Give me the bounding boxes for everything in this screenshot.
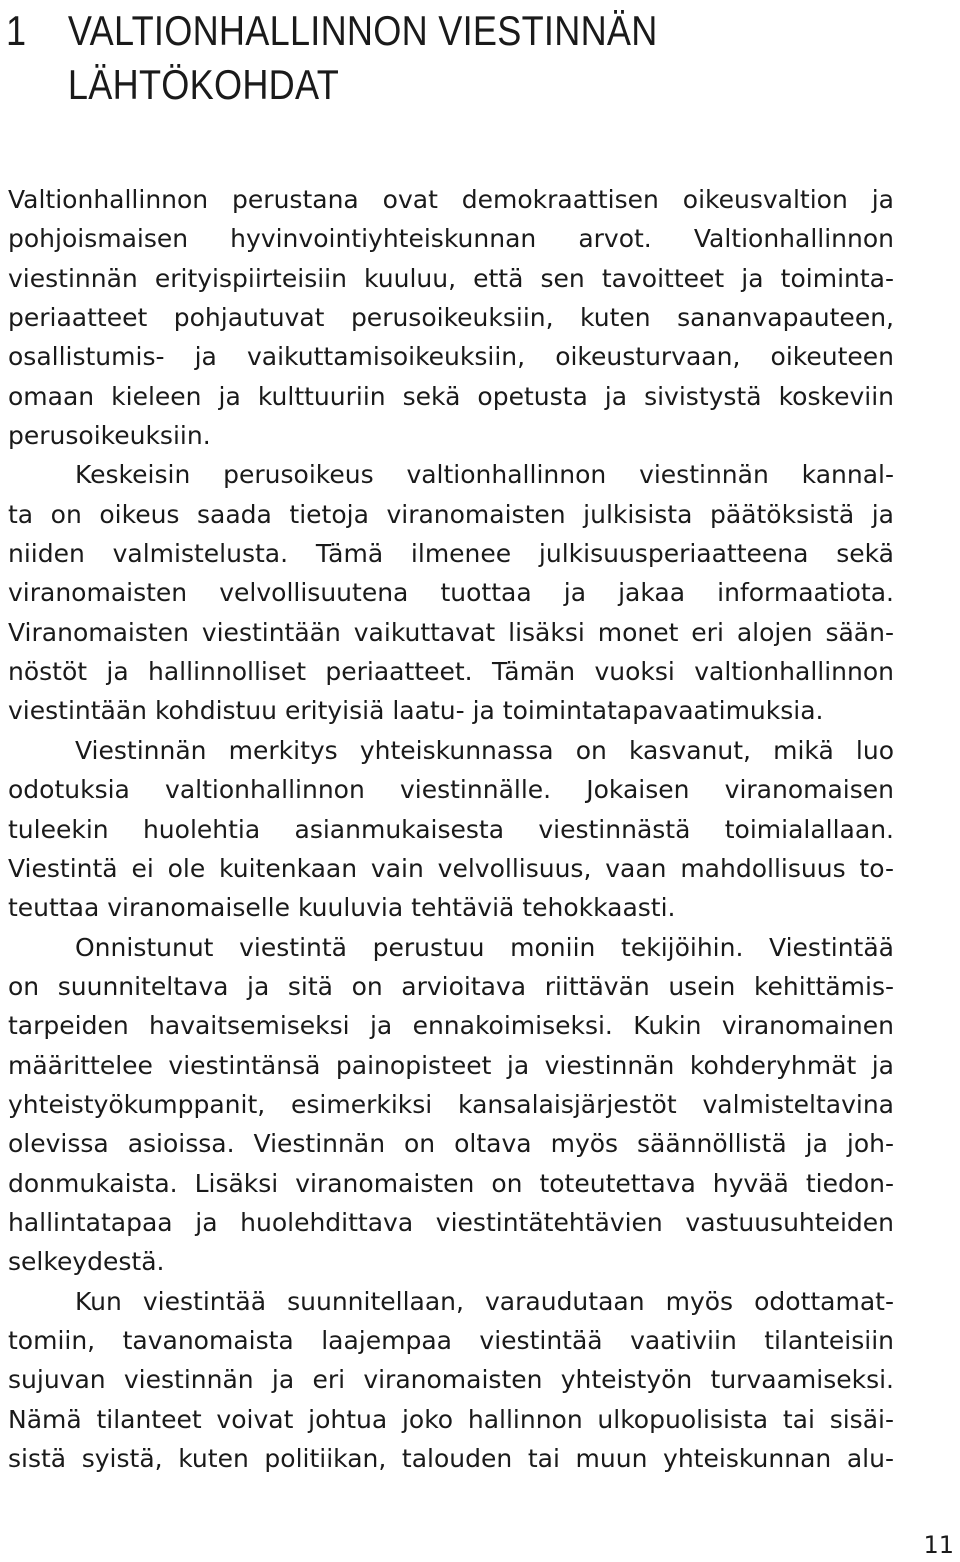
text-line: tomiin, tavanomaista laajempaa viestintää vaativiin tilanteisiin — [8, 1325, 894, 1355]
body-text — [8, 180, 894, 1478]
text-line: Onnistunut viestintä perustuu moniin tekijöihin. Viestintää — [75, 932, 894, 962]
text-line: selkeydestä. — [8, 1247, 165, 1277]
text-line: donmukaista. Lisäksi viranomaisten on toteutettava hyvää tiedon- — [8, 1168, 894, 1198]
text-line: on suunniteltava ja sitä on arvioitava riittävän usein kehittämis- — [8, 971, 894, 1001]
text-line: niiden valmistelusta. Tämä ilmenee julkisuusperiaatteena sekä — [8, 539, 894, 569]
text-line: osallistumis- ja vaikuttamisoikeuksiin, oikeusturvaan, oikeuteen — [8, 342, 894, 372]
text-line: omaan kieleen ja kulttuuriin sekä opetusta ja sivistystä koskeviin — [8, 381, 894, 411]
text-line: perusoikeuksiin. — [8, 421, 211, 451]
text-line: viranomaisten velvollisuutena tuottaa ja jakaa informaatiota. — [8, 578, 894, 608]
text-line: sistä syistä, kuten politiikan, talouden tai muun yhteiskunnan alu- — [8, 1444, 894, 1473]
text-line: Viranomaisten viestintään vaikuttavat lisäksi monet eri alojen sään- — [8, 617, 894, 647]
text-line: Viestintä ei ole kuitenkaan vain velvollisuus, vaan mahdollisuus to- — [8, 853, 894, 883]
text-line: tarpeiden havaitsemiseksi ja ennakoimiseksi. Kukin viranomainen — [8, 1011, 894, 1041]
chapter-heading — [6, 4, 797, 112]
text-line: pohjoismaisen hyvinvointiyhteiskunnan arvot. Valtionhallinnon — [8, 224, 894, 254]
text-line: Kun viestintää suunnitellaan, varaudutaan myös odottamat- — [75, 1286, 894, 1316]
text-line: teuttaa viranomaiselle kuuluvia tehtäviä tehokkaasti. — [8, 893, 676, 923]
text-line: odotuksia valtionhallinnon viestinnälle. Jokaisen viranomaisen — [8, 775, 894, 805]
text-line: nöstöt ja hallinnolliset periaatteet. Tämän vuoksi valtionhallinnon — [8, 657, 894, 687]
chapter-number: 1 — [6, 7, 27, 54]
text-line: Valtionhallinnon perustana ovat demokraattisen oikeusvaltion ja — [8, 185, 894, 214]
text-line: tuleekin huolehtia asianmukaisesta viestinnästä toimialallaan. — [8, 814, 894, 844]
text-line: viestinnän erityispiirteisiin kuuluu, että sen tavoitteet ja toiminta- — [8, 263, 894, 293]
text-line: Keskeisin perusoikeus valtionhallinnon viestinnän kannal- — [75, 460, 894, 490]
text-line: hallintatapaa ja huolehdittava viestintätehtävien vastuusuhteiden — [8, 1207, 894, 1237]
text-line: Nämä tilanteet voivat johtua joko hallinnon ulkopuolisista tai sisäi- — [8, 1404, 894, 1434]
text-line: ta on oikeus saada tietoja viranomaisten julkisista päätöksistä ja — [8, 499, 894, 529]
text-line: yhteistyökumppanit, esimerkiksi kansalaisjärjestöt valmisteltavina — [8, 1089, 894, 1119]
text-line: sujuvan viestinnän ja eri viranomaisten yhteistyön turvaamiseksi. — [8, 1365, 894, 1395]
page-number: 11 — [923, 1531, 954, 1559]
text-line: olevissa asioissa. Viestinnän on oltava myös säännöllistä ja joh- — [8, 1129, 894, 1159]
chapter-title: VALTIONHALLINNON VIESTINNÄN LÄHTÖKOHDAT — [67, 7, 658, 108]
text-line: periaatteet pohjautuvat perusoikeuksiin, kuten sananvapauteen, — [8, 303, 894, 333]
text-line: määrittelee viestintänsä painopisteet ja viestinnän kohderyhmät ja — [8, 1050, 894, 1080]
text-line: Viestinnän merkitys yhteiskunnassa on kasvanut, mikä luo — [75, 735, 894, 765]
text-line: viestintään kohdistuu erityisiä laatu- ja toimintatapavaatimuksia. — [8, 696, 824, 726]
